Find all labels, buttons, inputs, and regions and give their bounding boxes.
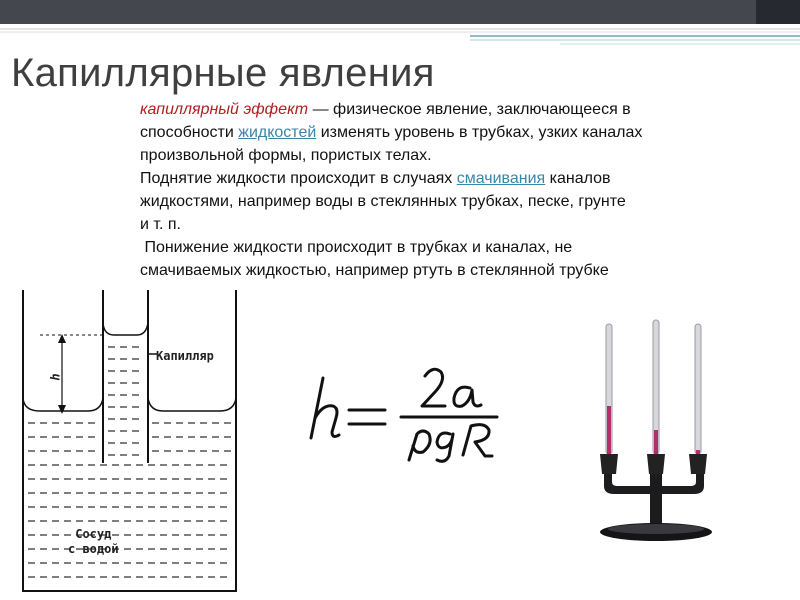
vessel-label-line-2: с водой bbox=[68, 542, 119, 556]
definition-dash: — физическое явление, заключающееся в bbox=[308, 101, 631, 118]
height-label: h bbox=[48, 373, 63, 381]
fall-line-2: смачиваемых жидкостью, например ртуть в стеклянной трубке bbox=[140, 262, 609, 279]
vessel-label bbox=[68, 527, 119, 557]
rise-line-3: и т. п. bbox=[140, 216, 181, 233]
top-bar bbox=[0, 0, 800, 24]
slide-title: Капиллярные явления bbox=[11, 51, 435, 95]
definition-line-3: произвольной формы, пористых телах. bbox=[140, 147, 432, 164]
liquid-column-right bbox=[696, 450, 700, 454]
term-capillary-effect: капиллярный эффект bbox=[140, 101, 309, 118]
vessel-label-line-1: Сосуд bbox=[75, 527, 112, 541]
top-bar-accent bbox=[756, 0, 800, 24]
rise-line-1 bbox=[140, 167, 790, 190]
rise-post: каналов bbox=[545, 170, 611, 187]
capillary-diagram bbox=[0, 285, 300, 600]
capillary-label: Капилляр bbox=[156, 349, 214, 363]
definition-line-2-post: изменять уровень в трубках, узких каналах bbox=[316, 124, 643, 141]
text-block bbox=[140, 98, 790, 282]
rise-line-2: жидкостями, например воды в стеклянных трубках, песке, грунте bbox=[140, 193, 626, 210]
link-wetting[interactable]: смачивания bbox=[456, 170, 546, 187]
fall-line-1: Понижение жидкости происходит в трубках и каналах, не bbox=[140, 239, 573, 256]
rise-pre: Поднятие жидкости происходит в случаях bbox=[140, 170, 457, 187]
definition-line-2 bbox=[140, 121, 790, 144]
link-liquids[interactable]: жидкостей bbox=[238, 124, 317, 141]
capillary-tubes-stand bbox=[592, 318, 722, 543]
definition-line-2-pre: способности bbox=[140, 124, 239, 141]
definition-line-1 bbox=[140, 98, 790, 121]
decorative-stripes bbox=[0, 24, 800, 46]
liquid-column-middle bbox=[654, 430, 658, 454]
capillary-formula bbox=[305, 360, 505, 470]
liquid-column-left bbox=[607, 406, 611, 454]
